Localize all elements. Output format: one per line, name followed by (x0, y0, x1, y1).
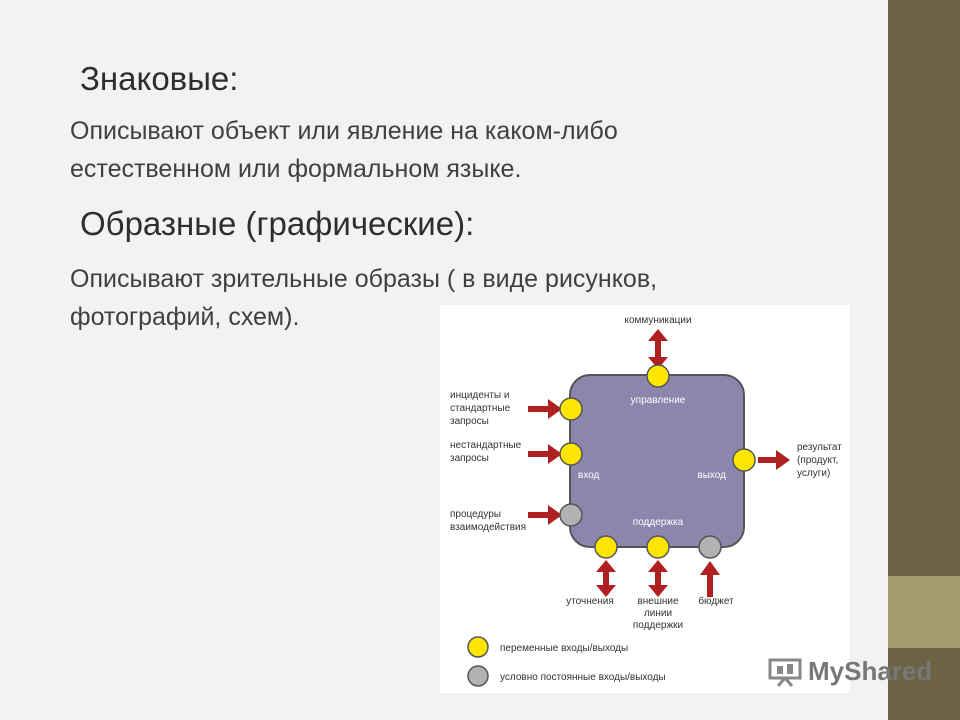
watermark-logo (768, 656, 932, 687)
legend-label-variable: переменные входы/выходы (500, 643, 629, 654)
legend-swatch-variable (468, 637, 488, 657)
label-external-support (633, 596, 683, 631)
arrow-nonstandard (528, 444, 562, 464)
svg-text:процедуры: процедуры (450, 509, 501, 520)
heading-graphic: Образные (графические): (80, 205, 475, 242)
inner-label-input: вход (578, 470, 600, 481)
inner-label-output: выход (697, 470, 726, 481)
label-procedures (450, 509, 526, 533)
watermark-text: MyShared (808, 656, 933, 686)
svg-text:нестандартные: нестандартные (450, 440, 522, 451)
port-left-1 (560, 398, 582, 420)
label-result (797, 442, 842, 479)
svg-text:поддержки: поддержки (632, 620, 684, 631)
inner-label-support: поддержка (632, 517, 684, 528)
svg-text:услуги): услуги) (797, 468, 831, 479)
process-diagram-svg (440, 305, 850, 693)
label-nonstandard (450, 440, 522, 464)
svg-text:стандартные: стандартные (450, 403, 511, 414)
para-symbolic-line2: естественном или формальном языке. (70, 155, 522, 183)
arrow-external-support (648, 560, 668, 597)
port-left-3 (560, 504, 582, 526)
svg-text:инциденты и: инциденты и (450, 390, 510, 401)
svg-text:внешние: внешние (637, 596, 679, 607)
sidebar-decor-dark (888, 0, 960, 576)
svg-text:запросы: запросы (450, 453, 489, 464)
port-left-2 (560, 443, 582, 465)
para-graphic-line1: Описывают зрительные образы ( в виде рисунков, (70, 265, 658, 293)
sidebar-decor-light (888, 576, 960, 648)
arrow-procedures (528, 505, 562, 525)
port-bottom-3 (699, 536, 721, 558)
legend-swatch-constant (468, 666, 488, 686)
para-symbolic-line1: Описывают объект или явление на каком-либо (70, 117, 618, 145)
svg-text:(продукт,: (продукт, (797, 455, 839, 466)
arrow-clarifications (596, 560, 616, 597)
port-top (647, 365, 669, 387)
port-bottom-2 (647, 536, 669, 558)
svg-text:взаимодействия: взаимодействия (450, 522, 527, 533)
arrow-result (758, 450, 790, 470)
inner-label-management: управление (630, 395, 686, 406)
presentation-icon (768, 657, 802, 687)
legend-label-constant: условно постоянные входы/выходы (500, 672, 666, 683)
svg-text:линии: линии (643, 608, 673, 619)
arrow-communications (648, 329, 668, 369)
port-right (733, 449, 755, 471)
process-diagram (440, 305, 850, 693)
label-incidents (450, 390, 511, 427)
label-clarifications: уточнения (566, 596, 614, 607)
port-bottom-1 (595, 536, 617, 558)
svg-text:запросы: запросы (450, 416, 489, 427)
label-budget: бюджет (698, 596, 734, 607)
arrow-incidents (528, 399, 562, 419)
heading-symbolic: Знаковые: (80, 60, 239, 97)
label-communications: коммуникации (624, 315, 692, 326)
svg-text:результат: результат (797, 442, 842, 453)
arrow-budget (700, 561, 720, 597)
para-graphic-line2: фотографий, схем). (70, 303, 300, 331)
